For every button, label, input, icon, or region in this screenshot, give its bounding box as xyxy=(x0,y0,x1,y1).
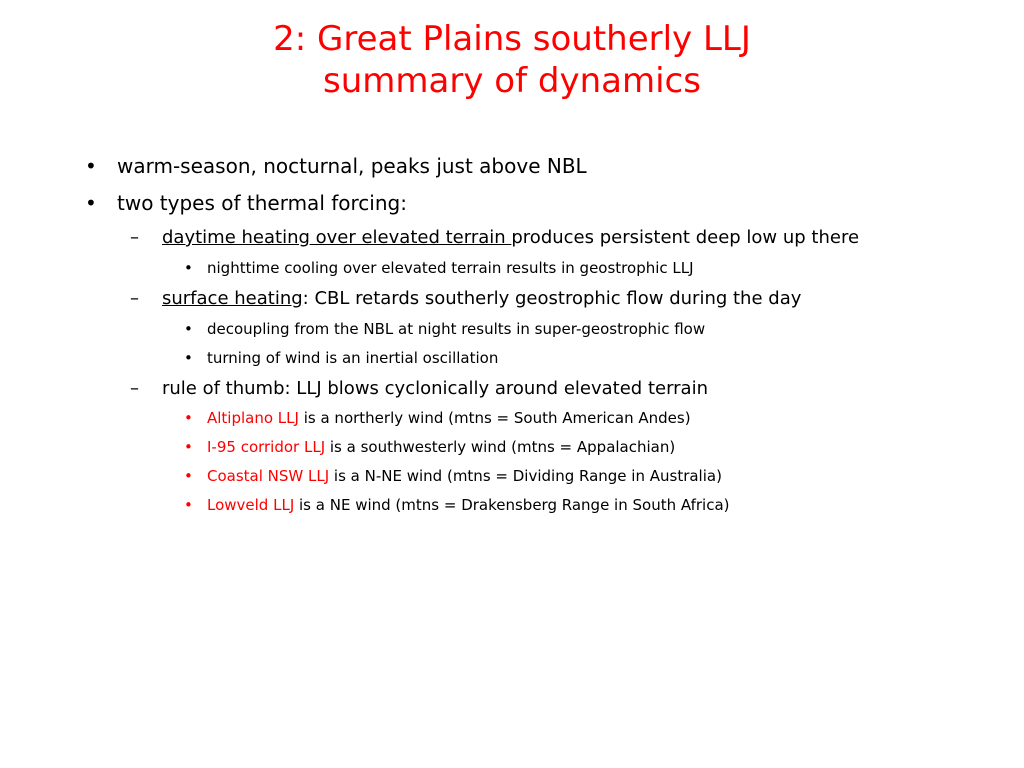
bullet-marker: • xyxy=(85,154,97,178)
dash-marker: – xyxy=(130,288,139,309)
underlined-term: daytime heating over elevated terrain xyxy=(162,227,512,248)
subsub-text: nighttime cooling over elevated terrain results in geostrophic LLJ xyxy=(207,259,694,277)
subbullet-text xyxy=(162,226,859,250)
subbullet-rest: produces persistent deep low up there xyxy=(511,227,860,248)
bullet-marker: • xyxy=(184,496,193,514)
dash-marker: – xyxy=(130,227,139,248)
example-text xyxy=(207,466,722,486)
example-text xyxy=(207,495,730,515)
example-desc: is a southwesterly wind (mtns = Appalachian) xyxy=(325,438,676,456)
bullet-marker: • xyxy=(184,320,193,338)
bullet-marker: • xyxy=(184,467,193,485)
bullet-marker: • xyxy=(184,409,193,427)
subsub-text: decoupling from the NBL at night results in super-geostrophic flow xyxy=(207,320,706,338)
subbullet-rest: : CBL retards southerly geostrophic flow during the day xyxy=(302,288,802,309)
bullet-text: two types of thermal forcing: xyxy=(117,191,407,215)
title-line-1: 2: Great Plains southerly LLJ xyxy=(273,19,751,59)
example-text xyxy=(207,408,691,428)
bullet-marker: • xyxy=(184,438,193,456)
bullet-marker: • xyxy=(85,191,97,215)
subbullet-text xyxy=(162,287,801,311)
example-name: Altiplano LLJ xyxy=(207,409,299,427)
example-name: Coastal NSW LLJ xyxy=(207,467,330,485)
bullet-text: warm-season, nocturnal, peaks just above NBL xyxy=(117,154,587,178)
bullet-marker: • xyxy=(184,349,193,367)
subbullet-text: rule of thumb: LLJ blows cyclonically around elevated terrain xyxy=(162,378,708,399)
example-desc: is a N-NE wind (mtns = Dividing Range in Australia) xyxy=(329,467,722,485)
title-line-2: summary of dynamics xyxy=(323,61,701,101)
dash-marker: – xyxy=(130,378,139,399)
bullet-marker: • xyxy=(184,259,193,277)
example-desc: is a NE wind (mtns = Drakensberg Range in South Africa) xyxy=(294,496,730,514)
example-desc: is a northerly wind (mtns = South American Andes) xyxy=(298,409,691,427)
subsub-text: turning of wind is an inertial oscillation xyxy=(207,349,499,367)
underlined-term: surface heating xyxy=(162,288,303,309)
example-name: I-95 corridor LLJ xyxy=(207,438,326,456)
example-text xyxy=(207,437,675,457)
example-name: Lowveld LLJ xyxy=(207,496,295,514)
